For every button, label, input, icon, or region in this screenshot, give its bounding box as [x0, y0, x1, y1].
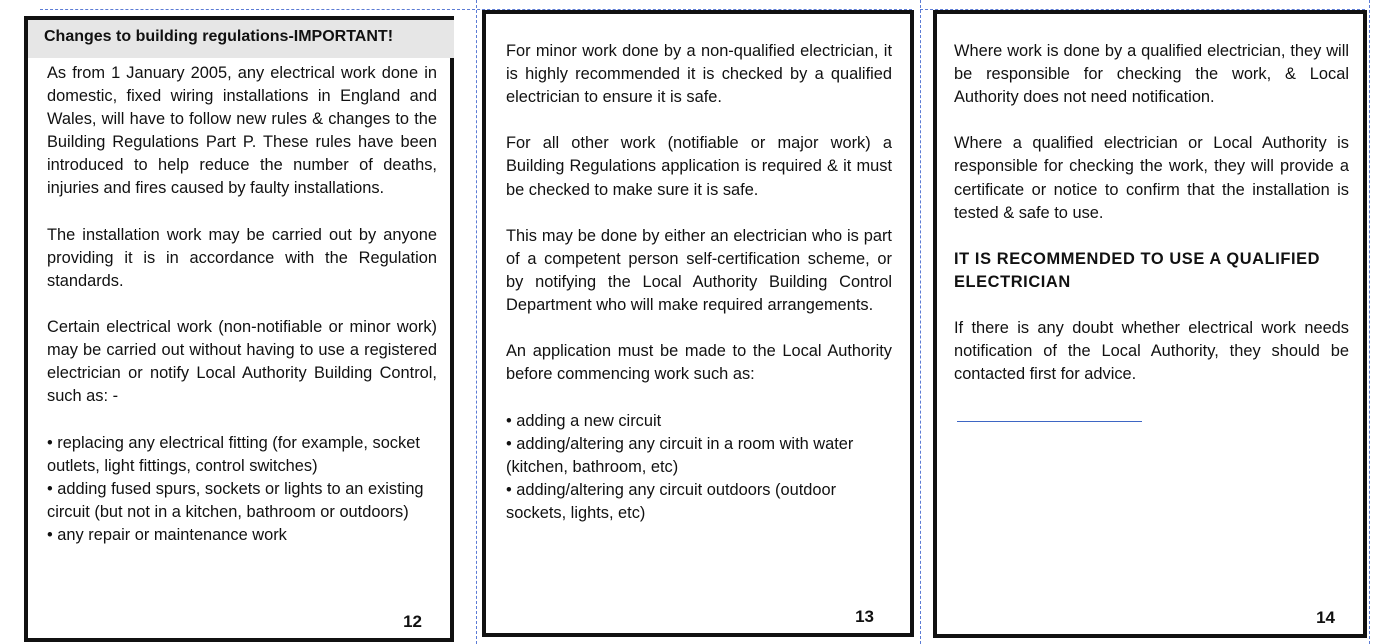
paragraph: If there is any doubt whether electrical work needs notification of the Local Authority, they should be contacted first for advice.: [954, 319, 1349, 384]
paragraph: For all other work (notifiable or major work) a Building Regulations application is required & it must be checked to make sure it is safe.: [506, 134, 892, 199]
page-number: 12: [403, 612, 422, 631]
paragraph: Where a qualified electrician or Local Authority is responsible for checking the work, they will provide a certificate or notice to confirm that the installation is tested & safe to use.: [954, 134, 1349, 222]
panel-body: [47, 62, 437, 547]
signature-line: [957, 421, 1142, 422]
bullet-item: • adding a new circuit: [506, 411, 662, 430]
bullet-item: • adding fused spurs, sockets or lights to an existing circuit (but not in a kitchen, bathroom or outdoors): [47, 479, 424, 521]
paragraph: Where work is done by a qualified electrician, they will be responsible for checking the work, & Local Authority does not need notification.: [954, 42, 1349, 107]
page-panel-14: [933, 10, 1367, 638]
bullet-item: • adding/altering any circuit outdoors (outdoor sockets, lights, etc): [506, 480, 837, 522]
paragraph: For minor work done by a non-qualified electrician, it is highly recommended it is checked by a qualified electrician to ensure it is safe.: [506, 42, 892, 107]
panel-body: [506, 40, 892, 525]
bullet-item: • replacing any electrical fitting (for example, socket outlets, light fittings, control switches): [47, 433, 420, 475]
guide-line-vertical: [476, 0, 477, 644]
guide-line-vertical: [920, 0, 921, 644]
panel-body: [954, 40, 1349, 410]
panel-heading: Changes to building regulations-IMPORTANT!: [28, 20, 454, 58]
guide-line-vertical: [1369, 0, 1370, 644]
page-panel-12: [24, 16, 454, 642]
bullet-item: • adding/altering any circuit in a room with water (kitchen, bathroom, etc): [506, 434, 854, 476]
paragraph: An application must be made to the Local Authority before commencing work such as:: [506, 342, 892, 384]
page-number: 13: [855, 607, 874, 626]
paragraph: This may be done by either an electrician who is part of a competent person self-certification scheme, or by notifying the Local Authority Building Control Department who will make required arrangements.: [506, 226, 892, 315]
paragraph: The installation work may be carried out by anyone providing it is in accordance with the Regulation standards.: [47, 225, 437, 290]
page-panel-13: [482, 10, 914, 637]
paragraph: Certain electrical work (non-notifiable or minor work) may be carried out without having to use a registered electrician or notify Local Authority Building Control, such as: -: [47, 318, 437, 406]
recommendation-heading: IT IS RECOMMENDED TO USE A QUALIFIED ELECTRICIAN: [954, 249, 1321, 291]
page-number: 14: [1316, 608, 1335, 627]
bullet-item: • any repair or maintenance work: [47, 525, 287, 544]
paragraph: As from 1 January 2005, any electrical work done in domestic, fixed wiring installations in England and Wales, will have to follow new rules & changes to the Building Regulations Part P. These rules have been introduced to help reduce the number of deaths, injuries and fires caused by faulty installations.: [47, 64, 437, 198]
guide-line-top: [40, 9, 460, 10]
